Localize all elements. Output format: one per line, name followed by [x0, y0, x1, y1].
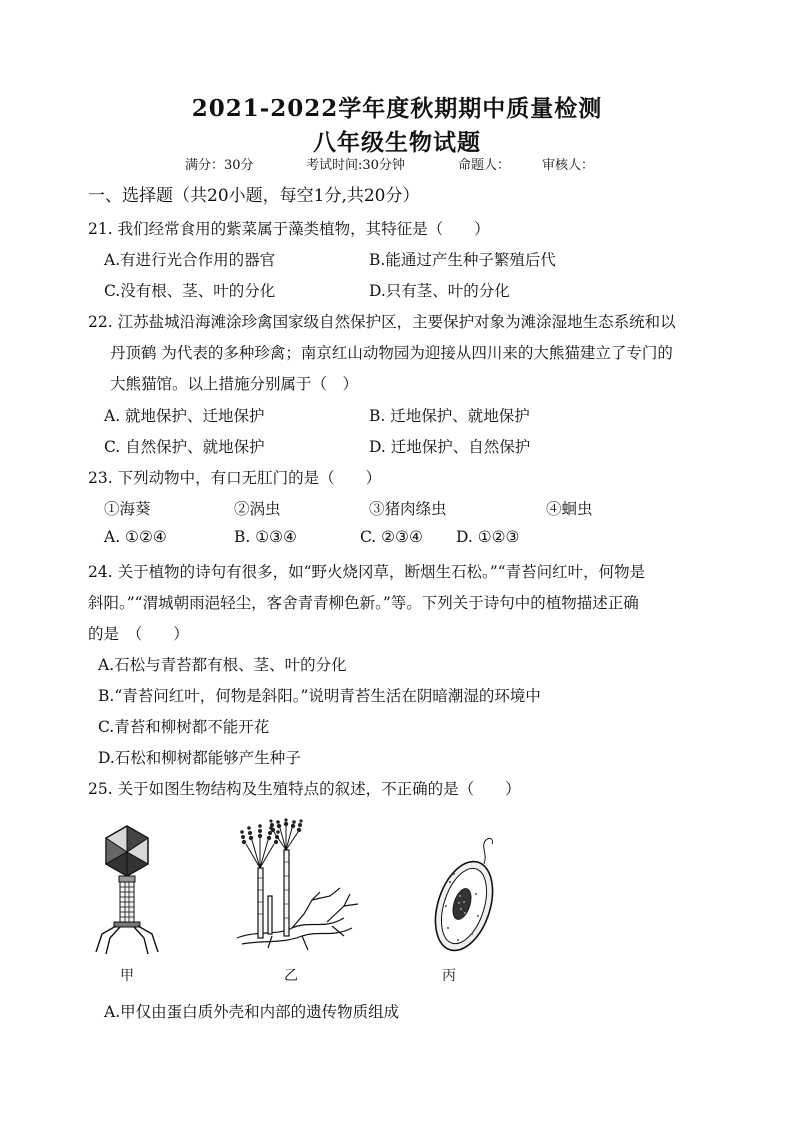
q22-option-b: B. 迁地保护、就地保护 [369, 407, 530, 425]
q23-option-c: C. ②③④ [360, 528, 423, 546]
section-heading: 一、选择题（共20小题，每空1分,共20分） [88, 186, 420, 206]
reviewer: 审核人： [542, 158, 595, 173]
bacteriophage-figure [92, 822, 162, 957]
q23-item-1: ①海葵 [104, 500, 151, 518]
q22-stem-line1: 22. 江苏盐城沿海滩涂珍禽国家级自然保护区，主要保护对象为滩涂湿地生态系统和以 [88, 313, 676, 331]
q24-option-b: B.“青苔问红叶，何物是斜阳。”说明青苔生活在阴暗潮湿的环境中 [98, 687, 541, 705]
q23-option-a: A. ①②④ [104, 528, 167, 546]
q24-option-a: A.石松与青苔都有根、茎、叶的分化 [98, 656, 347, 674]
q25-option-a: A.甲仅由蛋白质外壳和内部的遗传物质组成 [104, 1003, 400, 1021]
q24-stem-line1: 24. 关于植物的诗句有很多，如“野火烧冈草，断烟生石松。”“青苔问红叶，何物是 [88, 563, 646, 581]
q21-option-b: B.能通过产生种子繁殖后代 [369, 251, 556, 269]
q22-option-a: A. 就地保护、迁地保护 [104, 407, 265, 425]
q23-option-d: D. ①②③ [456, 528, 520, 546]
q23-item-3: ③猪肉绦虫 [369, 500, 447, 518]
q22-option-d: D. 迁地保护、自然保护 [369, 438, 531, 456]
figure-label-bing: 丙 [442, 968, 456, 984]
author: 命题人： [458, 158, 511, 173]
q24-stem-line2: 斜阳。”“渭城朝雨浥轻尘，客舍青青柳色新。”等。下列关于诗句中的植物描述正确 [88, 594, 639, 612]
exam-subtitle: 八年级生物试题 [313, 129, 481, 156]
exam-title: 2021-2022学年度秋期期中质量检测 [191, 95, 603, 122]
q23-item-2: ②涡虫 [234, 500, 281, 518]
q22-option-c: C. 自然保护、就地保护 [104, 438, 265, 456]
bacterium-figure [428, 836, 508, 961]
figure-label-jia: 甲 [120, 968, 134, 984]
q21-stem: 21. 我们经常食用的紫菜属于藻类植物，其特征是（ ） [88, 220, 490, 238]
q23-item-4: ④蛔虫 [546, 500, 593, 518]
full-score: 满分：30分 [185, 158, 254, 173]
q21-option-d: D.只有茎、叶的分化 [369, 282, 510, 300]
q21-option-a: A.有进行光合作用的器官 [104, 251, 276, 269]
q24-option-c: C.青苔和柳树都不能开花 [98, 718, 270, 736]
exam-time: 考试时间:30分钟 [306, 158, 405, 173]
q24-stem-line3: 的是 （ ） [88, 625, 189, 643]
q22-stem-line2: 丹顶鹤 为代表的多种珍禽；南京红山动物园为迎接从四川来的大熊猫建立了专门的 [110, 344, 673, 362]
q21-option-c: C.没有根、茎、叶的分化 [104, 282, 276, 300]
figure-label-yi: 乙 [284, 968, 298, 984]
q24-option-d: D.石松和柳树都能够产生种子 [98, 749, 301, 767]
mold-figure [232, 818, 367, 953]
q25-stem: 25. 关于如图生物结构及生殖特点的叙述，不正确的是（ ） [88, 780, 521, 798]
q22-stem-line3: 大熊猫馆。以上措施分别属于（ ） [110, 375, 359, 393]
q23-stem: 23. 下列动物中，有口无肛门的是（ ） [88, 469, 382, 487]
q23-option-b: B. ①③④ [234, 528, 297, 546]
